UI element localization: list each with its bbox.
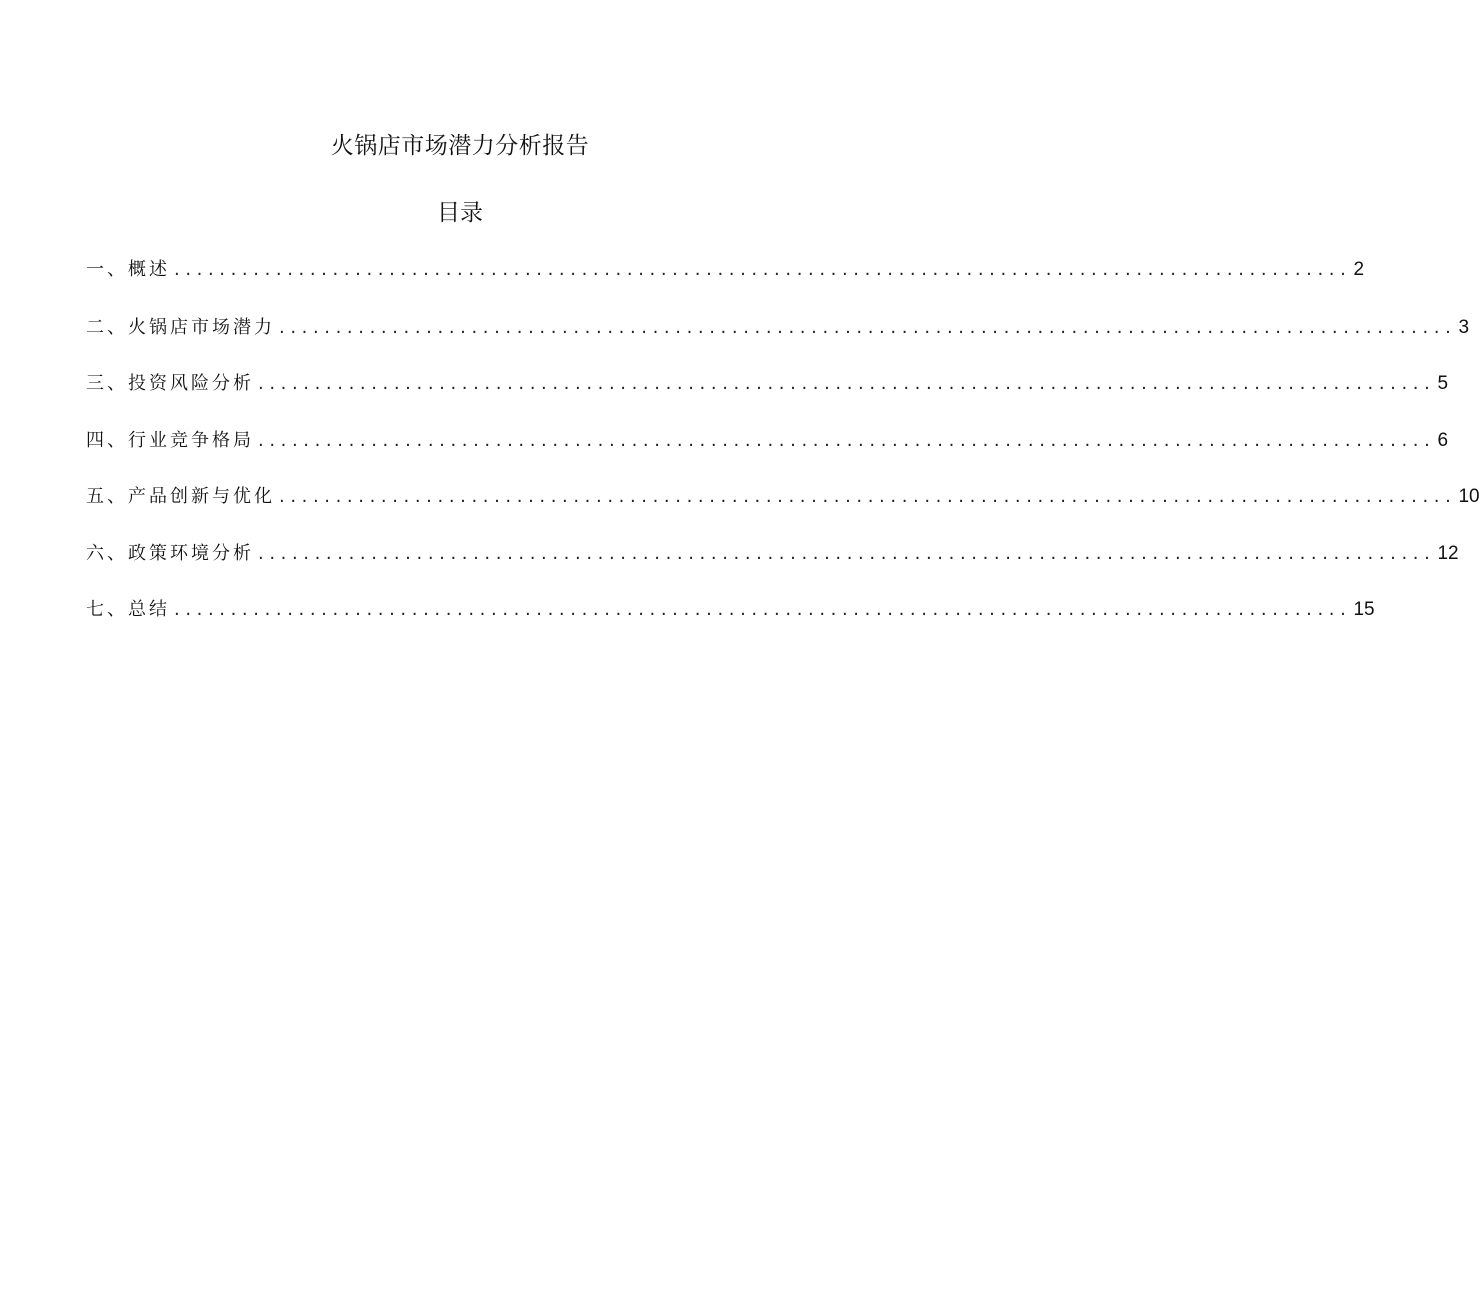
- toc-entry-policy[interactable]: [86, 538, 1459, 570]
- toc-leader-dots: ........................................................................................................: [174, 599, 1352, 620]
- toc-leader-dots: ........................................................................................................: [174, 259, 1352, 280]
- toc-page-number: 12: [1437, 543, 1459, 564]
- toc-entry-competition[interactable]: [86, 425, 1449, 457]
- toc-entry-label: 二、火锅店市场潜力: [86, 317, 275, 338]
- toc-page-number: 5: [1437, 373, 1449, 394]
- toc-entry-investment-risk[interactable]: [86, 368, 1449, 400]
- toc-leader-dots: ........................................................................................................: [279, 317, 1457, 338]
- toc-entry-label: 三、投资风险分析: [86, 373, 254, 394]
- toc-entry-product-innovation[interactable]: [86, 481, 1480, 513]
- toc-entry-label: 一、概述: [86, 259, 170, 280]
- toc-entry-summary[interactable]: [86, 594, 1375, 626]
- toc-page-number: 3: [1458, 317, 1470, 338]
- toc-page-number: 15: [1353, 599, 1375, 620]
- toc-page-number: 6: [1437, 430, 1449, 451]
- toc-heading: 目录: [437, 200, 483, 226]
- toc-entry-label: 七、总结: [86, 599, 170, 620]
- toc-leader-dots: ........................................................................................................: [279, 486, 1457, 507]
- toc-page-number: 10: [1458, 486, 1480, 507]
- toc-page-number: 2: [1353, 259, 1365, 280]
- document-title: 火锅店市场潜力分析报告: [330, 133, 590, 159]
- toc-leader-dots: ........................................................................................................: [258, 430, 1436, 451]
- toc-leader-dots: ........................................................................................................: [258, 373, 1436, 394]
- toc-entry-overview[interactable]: [86, 254, 1365, 286]
- toc-leader-dots: ........................................................................................................: [258, 543, 1436, 564]
- toc-entry-market-potential[interactable]: [86, 312, 1470, 344]
- toc-entry-label: 六、政策环境分析: [86, 543, 254, 564]
- toc-entry-label: 五、产品创新与优化: [86, 486, 275, 507]
- toc-entry-label: 四、行业竞争格局: [86, 430, 254, 451]
